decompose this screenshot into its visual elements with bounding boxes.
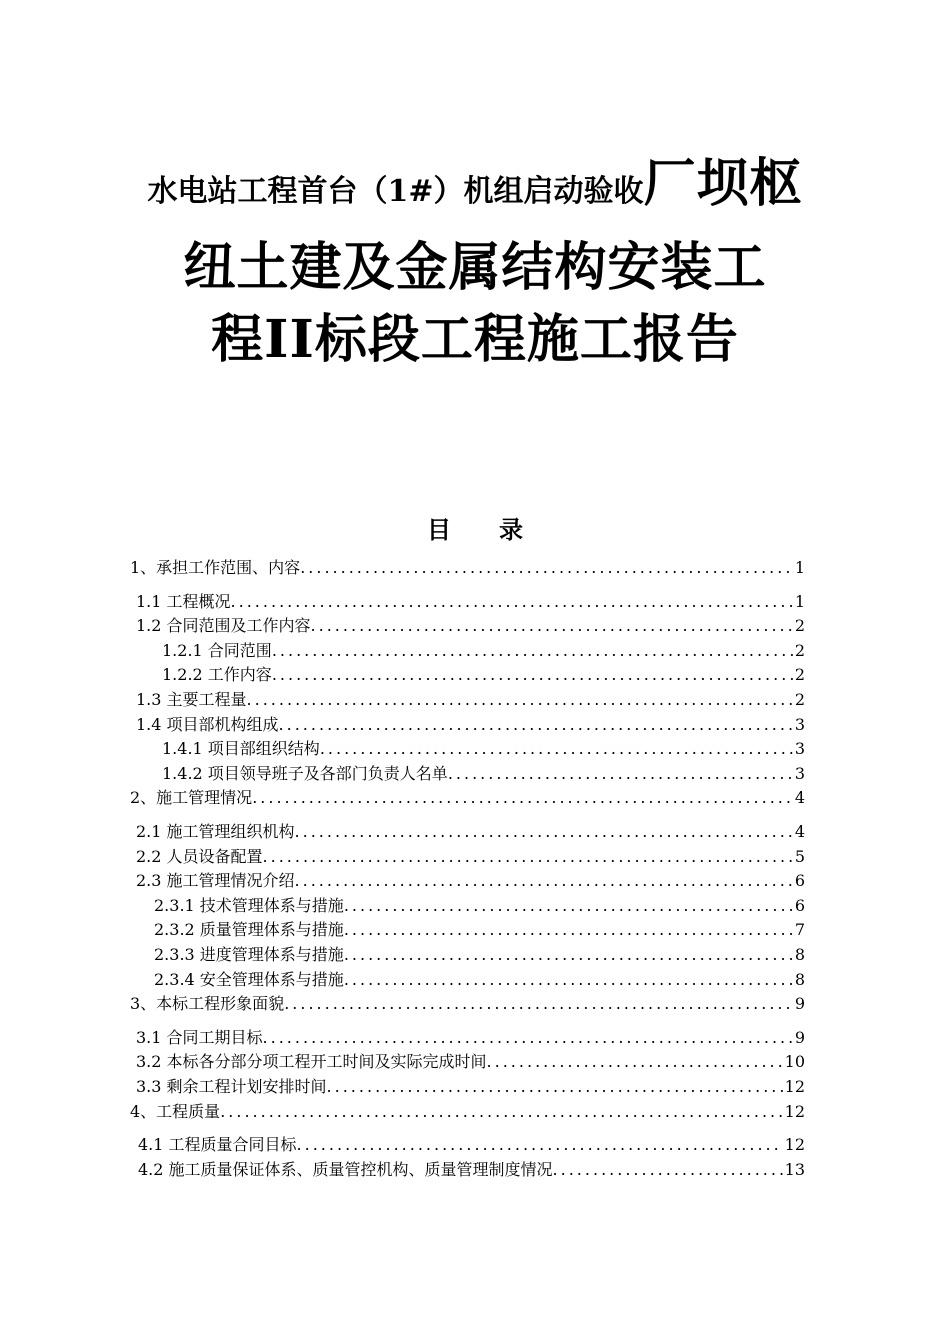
toc-entry-label: 2.1 施工管理组织机构 <box>136 822 295 841</box>
toc-entry-page-number: 10 <box>784 1052 805 1071</box>
title-prefix: 水电站工程首台（1#）机组启动验收 <box>147 174 644 209</box>
document-title <box>0 148 950 376</box>
toc-entry-leader-dots <box>344 894 793 918</box>
toc-entry[interactable] <box>154 943 805 967</box>
toc-entry-leader-dots <box>344 968 793 992</box>
toc-entry-label: 2.2 人员设备配置 <box>136 847 263 866</box>
toc-entry-leader-dots <box>297 1133 783 1157</box>
toc-entry-label: 4.2 施工质量保证体系、质量管控机构、质量管理制度情况 <box>138 1160 553 1179</box>
toc-entry-leader-dots <box>284 992 793 1016</box>
toc-entry-page-number: 1 <box>794 558 805 577</box>
title-line-2: 纽土建及金属结构安装工 <box>183 237 767 298</box>
toc-entry-label: 3.2 本标各分部分项工程开工时间及实际完成时间 <box>136 1052 487 1071</box>
toc-entry-label: 2、施工管理情况 <box>130 788 253 807</box>
toc-entry-page-number: 4 <box>794 822 805 841</box>
toc-entry-label: 2.3.3 进度管理体系与措施 <box>154 945 344 964</box>
toc-entry-leader-dots <box>252 786 793 810</box>
toc-entry[interactable] <box>162 663 805 687</box>
toc-entry-page-number: 3 <box>794 715 805 734</box>
toc-entry-leader-dots <box>344 943 793 967</box>
toc-entry-leader-dots <box>263 1026 793 1050</box>
toc-entry-label: 2.3.2 质量管理体系与措施 <box>154 920 344 939</box>
toc-entry-label: 3.1 合同工期目标 <box>136 1028 263 1047</box>
toc-entry[interactable] <box>136 688 805 712</box>
toc-entry-label: 1.2.1 合同范围 <box>162 641 272 660</box>
toc-entry[interactable] <box>136 1050 805 1074</box>
toc-entry-leader-dots <box>311 614 793 638</box>
toc-entry-leader-dots <box>344 918 793 942</box>
toc-entry-label: 2.3 施工管理情况介绍 <box>136 871 295 890</box>
toc-entry[interactable] <box>162 639 805 663</box>
toc-entry-page-number: 12 <box>784 1102 805 1121</box>
toc-entry-leader-dots <box>272 639 793 663</box>
toc-entry-label: 1、承担工作范围、内容 <box>130 558 301 577</box>
toc-entry[interactable] <box>136 713 805 737</box>
toc-entry-leader-dots <box>300 556 793 580</box>
toc-entry-leader-dots <box>553 1158 783 1182</box>
toc-entry[interactable] <box>154 894 805 918</box>
toc-heading: 目录 <box>427 515 571 544</box>
title-line-1 <box>0 148 950 232</box>
toc-entry-label: 2.3.1 技术管理体系与措施 <box>154 896 344 915</box>
toc-entry[interactable] <box>130 1100 805 1124</box>
toc-entry-label: 1.2 合同范围及工作内容 <box>136 616 311 635</box>
table-of-contents <box>0 556 950 1226</box>
toc-entry[interactable] <box>136 1075 805 1099</box>
toc-entry-label: 2.3.4 安全管理体系与措施 <box>154 970 344 989</box>
toc-entry[interactable] <box>130 786 805 810</box>
toc-entry[interactable] <box>130 556 805 580</box>
toc-entry-leader-dots <box>247 688 793 712</box>
toc-entry[interactable] <box>136 590 805 614</box>
toc-entry[interactable] <box>154 918 805 942</box>
toc-entry[interactable] <box>136 614 805 638</box>
toc-entry-page-number: 2 <box>794 665 805 684</box>
toc-entry-page-number: 6 <box>794 896 805 915</box>
toc-entry-label: 1.4.2 项目领导班子及各部门负责人名单 <box>162 764 448 783</box>
toc-entry-page-number: 6 <box>794 871 805 890</box>
toc-entry-label: 1.2.2 工作内容 <box>162 665 272 684</box>
title-line-3: 程II标段工程施工报告 <box>211 309 739 370</box>
toc-entry-page-number: 3 <box>794 739 805 758</box>
toc-entry-page-number: 5 <box>794 847 805 866</box>
toc-entry-leader-dots <box>327 1075 783 1099</box>
toc-entry[interactable] <box>154 968 805 992</box>
toc-entry-page-number: 9 <box>794 1028 805 1047</box>
toc-entry-leader-dots <box>320 737 793 761</box>
toc-entry-page-number: 4 <box>794 788 805 807</box>
toc-entry-page-number: 2 <box>794 641 805 660</box>
toc-entry-leader-dots <box>272 663 793 687</box>
toc-entry-leader-dots <box>263 845 793 869</box>
toc-entry-page-number: 12 <box>784 1077 805 1096</box>
toc-entry-page-number: 8 <box>794 945 805 964</box>
toc-entry-page-number: 9 <box>794 994 805 1013</box>
toc-entry-label: 1.4.1 项目部组织结构 <box>162 739 320 758</box>
toc-entry-label: 4、工程质量 <box>130 1102 221 1121</box>
toc-entry[interactable] <box>136 1026 805 1050</box>
toc-entry-page-number: 2 <box>794 616 805 635</box>
toc-entry-leader-dots <box>448 762 793 786</box>
toc-entry-label: 3.3 剩余工程计划安排时间 <box>136 1077 327 1096</box>
toc-entry[interactable] <box>136 845 805 869</box>
toc-entry-page-number: 7 <box>794 920 805 939</box>
toc-entry-label: 1.3 主要工程量 <box>136 690 247 709</box>
toc-entry-leader-dots <box>295 869 793 893</box>
toc-entry-label: 3、本标工程形象面貌 <box>130 994 285 1013</box>
toc-entry-page-number: 12 <box>784 1135 805 1154</box>
toc-entry-page-number: 1 <box>794 592 805 611</box>
toc-entry[interactable] <box>136 820 805 844</box>
title-main-part-1: 厂坝枢 <box>643 153 803 214</box>
toc-entry-label: 1.1 工程概况 <box>136 592 231 611</box>
toc-entry[interactable] <box>130 992 805 1016</box>
toc-entry-label: 4.1 工程质量合同目标 <box>138 1135 297 1154</box>
toc-entry-page-number: 2 <box>794 690 805 709</box>
toc-entry-leader-dots <box>295 820 793 844</box>
toc-entry-label: 1.4 项目部机构组成 <box>136 715 279 734</box>
toc-entry-leader-dots <box>279 713 793 737</box>
toc-entry[interactable] <box>138 1158 805 1182</box>
toc-entry-page-number: 8 <box>794 970 805 989</box>
toc-entry[interactable] <box>136 869 805 893</box>
toc-entry[interactable] <box>138 1133 805 1157</box>
toc-entry[interactable] <box>162 737 805 761</box>
toc-entry-page-number: 3 <box>794 764 805 783</box>
toc-entry-leader-dots <box>487 1050 783 1074</box>
toc-entry-page-number: 13 <box>784 1160 805 1179</box>
toc-entry-leader-dots <box>220 1100 782 1124</box>
toc-entry-leader-dots <box>231 590 793 614</box>
toc-entry[interactable] <box>162 762 805 786</box>
